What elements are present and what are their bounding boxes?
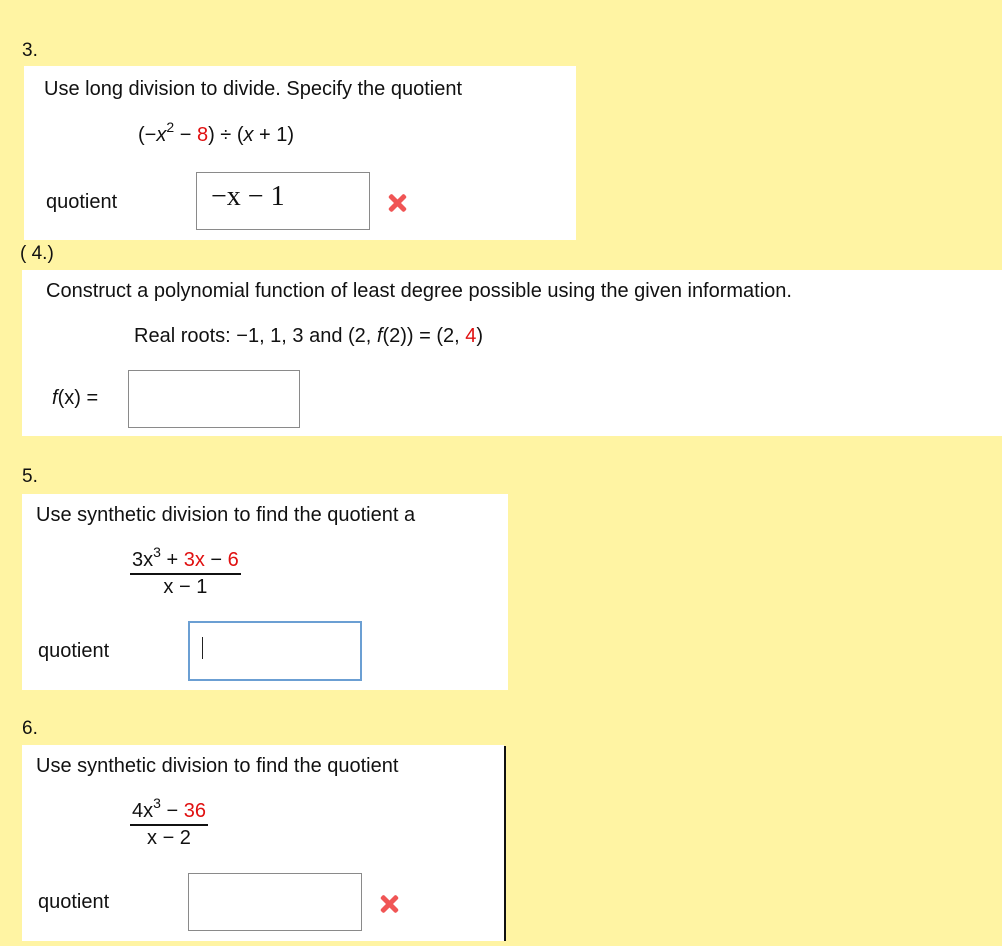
problem-6-prompt: Use synthetic division to find the quotient: [36, 755, 399, 777]
problem-3-number: 3.: [22, 40, 38, 61]
expr-mid: (2)) = (2,: [382, 325, 466, 347]
x-mark-icon: [386, 192, 408, 214]
expr-var: x: [156, 124, 167, 146]
problem-6-answer-field[interactable]: [188, 873, 362, 931]
fraction-numerator: [130, 544, 241, 575]
problem-3-answer-value: −x − 1: [211, 181, 285, 212]
problem-3-answer-label: quotient: [46, 191, 118, 213]
num-minus: −: [160, 800, 184, 822]
problem-5-fraction: [130, 544, 241, 599]
expr-lead: Real roots: −1, 1, 3 and (2,: [134, 325, 377, 347]
fraction-denominator: x − 2: [147, 827, 191, 849]
problem-4-expression: [134, 325, 483, 348]
num-coef: 3x: [132, 549, 154, 571]
problem-4-card: [22, 270, 1002, 436]
problem-5-answer-field[interactable]: [188, 621, 362, 681]
problem-6-number: 6.: [22, 718, 38, 739]
expr-exponent: 2: [166, 119, 175, 135]
label-eq: =: [80, 387, 99, 409]
num-term: 3x: [183, 549, 205, 571]
expr-value: 4: [465, 325, 477, 347]
problem-5-answer-label: quotient: [38, 640, 110, 662]
num-minus: −: [204, 549, 228, 571]
expr-constant: 8: [196, 124, 209, 146]
problem-4-prompt: Construct a polynomial function of least degree possible using the given information.: [46, 280, 792, 302]
label-var: (x): [57, 387, 81, 409]
expr-end: ): [476, 325, 484, 347]
num-const: 36: [183, 800, 206, 822]
x-mark-icon: [378, 893, 400, 915]
problem-4-answer-label: [52, 387, 98, 410]
problem-3-prompt: Use long division to divide. Specify the quotient: [44, 78, 463, 100]
fraction-denominator: x − 1: [163, 576, 208, 598]
expr-fn: f: [376, 325, 383, 347]
problem-3-expression: [138, 119, 295, 147]
num-exp: 3: [153, 544, 161, 560]
fraction-numerator: [130, 795, 208, 826]
problem-3-answer-field[interactable]: [196, 172, 370, 230]
problem-6-fraction: [130, 795, 208, 850]
label-fn: f: [52, 387, 58, 409]
expr-open: (−: [138, 124, 157, 146]
expr-tail: + 1): [253, 124, 295, 146]
num-plus: +: [160, 549, 184, 571]
num-exp: 3: [153, 795, 161, 811]
num-coef: 4x: [132, 800, 154, 822]
problem-4-answer-field[interactable]: [128, 370, 300, 428]
problem-5-prompt: Use synthetic division to find the quotient a: [36, 504, 416, 526]
expr-var-2: x: [243, 124, 254, 146]
problem-3-card: [24, 66, 576, 240]
problem-5-number: 5.: [22, 466, 38, 487]
expr-minus: −: [174, 124, 197, 146]
text-caret: [202, 637, 203, 659]
num-const: 6: [227, 549, 239, 571]
problem-5-card: [22, 494, 508, 690]
card-edge-divider: [504, 746, 506, 941]
problem-6-card: [22, 745, 504, 941]
problem-6-answer-label: quotient: [38, 891, 110, 913]
expr-divide: ) ÷ (: [208, 124, 244, 146]
problem-4-number: ( 4.): [20, 243, 54, 264]
